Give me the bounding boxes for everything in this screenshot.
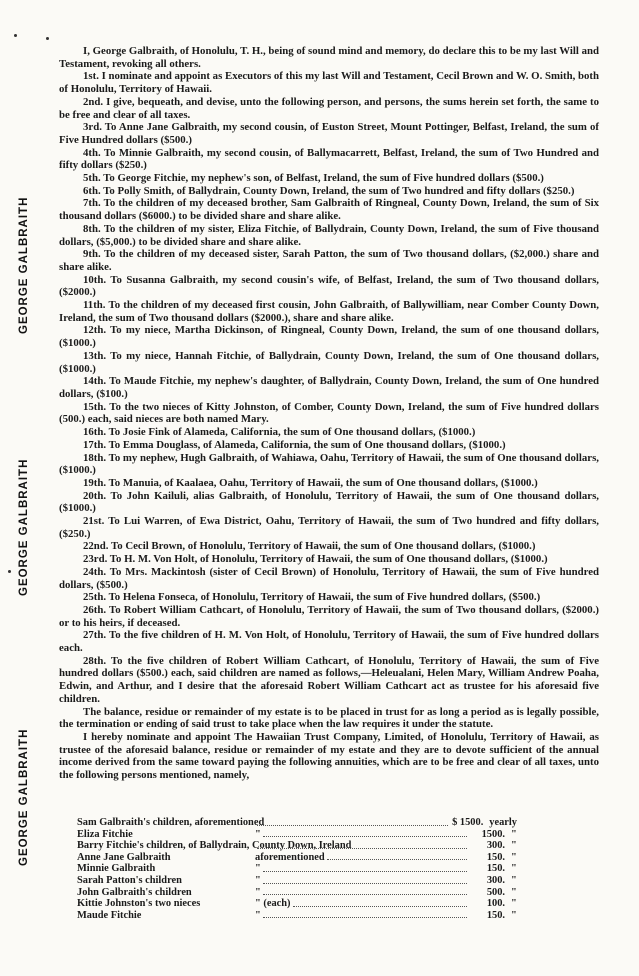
annuity-amount: 500.: [486, 886, 505, 898]
dot-leader: [263, 863, 467, 872]
annuity-name: Anne Jane Galbraith: [77, 851, 171, 863]
annuity-row: [77, 910, 517, 922]
will-paragraph: 23rd. To H. M. Von Holt, of Honolulu, Territory of Hawaii, the sum of One thousand dollars, ($1000.): [83, 553, 548, 566]
annuity-amount: 150.: [486, 851, 505, 863]
annuity-row: [77, 829, 517, 841]
annuity-leader: [255, 852, 469, 864]
annuity-mark: aforementioned: [255, 851, 325, 863]
annuity-row: [77, 898, 517, 910]
dot-leader: [263, 875, 467, 884]
annuity-amount: 1500.: [481, 828, 505, 840]
will-paragraph: 20th. To John Kailuli, alias Galbraith, of Honolulu, Territory of Hawaii, the sum of One thousand dollars, ($1000.): [59, 489, 599, 515]
annuity-name: Kittie Johnston's two nieces: [77, 898, 201, 910]
annuity-list: [77, 817, 517, 921]
will-paragraph: I, George Galbraith, of Honolulu, T. H., being of sound mind and memory, do declare this to be my last Will and Testament, revoking all others.: [59, 45, 599, 70]
dot-leader: [263, 829, 467, 838]
dot-leader: [293, 898, 468, 907]
annuity-suffix: yearly: [489, 817, 517, 828]
will-paragraph: 12th. To my niece, Martha Dickinson, of Ringneal, County Down, Ireland, the sum of one thousand dollars, ($1000.): [59, 324, 599, 350]
annuity-amount: 150.: [486, 863, 505, 875]
annuity-row: [77, 887, 517, 899]
annuity-suffix: ": [511, 840, 517, 852]
annuity-name: Minnie Galbraith: [77, 863, 156, 875]
annuity-amount: 300.: [486, 840, 505, 852]
margin-mark: [14, 34, 17, 37]
annuity-suffix: ": [511, 898, 517, 910]
side-label: GEORGE GALBRAITH: [18, 728, 30, 866]
dot-leader: [327, 852, 467, 861]
will-paragraph: 15th. To the two nieces of Kitty Johnston, of Comber, County Down, Ireland, the sum of Five hundred dollars (500.) each, said nieces are both named Mary.: [59, 400, 599, 426]
will-paragraph: 16th. To Josie Fink of Alameda, California, the sum of One thousand dollars, ($1000.): [83, 426, 476, 439]
will-paragraph: The balance, residue or remainder of my estate is to be placed in trust for as long a period as is legally possible, the termination or ending of said trust to take place when the law requires it under the statute.: [59, 705, 599, 731]
will-paragraph: 22nd. To Cecil Brown, of Honolulu, Territory of Hawaii, the sum of One thousand dollars, ($1000.): [83, 540, 536, 553]
margin-mark: [46, 37, 49, 40]
will-body: [59, 45, 599, 782]
will-paragraph: 2nd. I give, bequeath, and devise, unto the following person, and persons, the sums herein set forth, the same to be free and clear of all taxes.: [59, 95, 599, 121]
will-paragraph: 3rd. To Anne Jane Galbraith, my second cousin, of Euston Street, Mount Pottinger, Belfast, Ireland, the sum of Five Hundred dollars ($500.): [59, 121, 599, 146]
annuity-suffix: ": [511, 828, 517, 840]
will-paragraph: 11th. To the children of my deceased first cousin, John Galbraith, of Ballywilliam, near Comber County Down, Ireland, the sum of Two thousand dollars ($2000.), share and share alike.: [59, 299, 599, 324]
will-paragraph: 21st. To Lui Warren, of Ewa District, Oahu, Territory of Hawaii, the sum of Two hundred and fifty dollars, ($250.): [59, 515, 599, 540]
dot-leader: [263, 887, 467, 896]
annuity-leader: [255, 875, 469, 887]
will-paragraph: 4th. To Minnie Galbraith, my second cousin, of Ballymacarrett, Belfast, Ireland, the sum of Two Hundred and fifty dollars ($250.): [59, 146, 599, 172]
annuity-leader: [255, 829, 469, 841]
will-paragraph: 6th. To Polly Smith, of Ballydrain, County Down, Ireland, the sum of Two hundred and fifty dollars ($250.): [83, 184, 575, 197]
will-paragraph: 9th. To the children of my deceased sister, Sarah Patton, the sum of Two thousand dollars, ($2,000.) share and share alike.: [59, 248, 599, 273]
annuity-mark: ": [255, 886, 261, 898]
will-paragraph: 5th. To George Fitchie, my nephew's son, of Belfast, Ireland, the sum of Five hundred dollars ($500.): [83, 172, 544, 185]
annuity-mark: ": [255, 863, 261, 875]
annuity-row: [77, 840, 517, 852]
will-paragraph: 24th. To Mrs. Mackintosh (sister of Cecil Brown) of Honolulu, Territory of Hawaii, the sum of Five hundred dollars, ($500.): [59, 565, 599, 591]
annuity-name: Barry Fitchie's children, of Ballydrain, County Down, Ireland: [77, 840, 352, 852]
will-paragraph: 18th. To my nephew, Hugh Galbraith, of Wahiawa, Oahu, Territory of Hawaii, the sum of One thousand dollars, ($1000.): [59, 451, 599, 477]
will-paragraph: 7th. To the children of my deceased brother, Sam Galbraith of Ringneal, County Down, Ireland, the sum of Six thousand dollars ($6000.) to be divided share and share alike.: [59, 197, 599, 223]
annuity-row: [77, 852, 517, 864]
annuity-suffix: ": [511, 851, 517, 863]
will-paragraph: 26th. To Robert William Cathcart, of Honolulu, Territory of Hawaii, the sum of Two thousand dollars, ($2000.) or to his heirs, if deceased.: [59, 603, 599, 629]
dot-leader: [263, 910, 467, 919]
annuity-leader: [255, 840, 469, 852]
annuity-amount: $ 1500.: [452, 817, 484, 828]
will-paragraph: 28th. To the five children of Robert William Cathcart, of Honolulu, Territory of Hawaii, the sum of Five hundred dollars ($500.) each, said children are named as follows,—Heleualani, Helen Mary, William Andrew Poaha, Edwin, and Arthur, and I desire that the aforesaid Robert William Cathcart act as trustee for his aforesaid five children.: [59, 654, 599, 705]
annuity-row: [77, 875, 517, 887]
annuity-leader: [255, 863, 469, 875]
will-paragraph: 10th. To Susanna Galbraith, my second cousin's wife, of Belfast, Ireland, the sum of Two thousand dollars, ($2000.): [59, 273, 599, 299]
annuity-name: Eliza Fitchie: [77, 828, 133, 840]
annuity-mark: ": [255, 828, 261, 840]
will-paragraph: 27th. To the five children of H. M. Von Holt, of Honolulu, Territory of Hawaii, the sum of Five hundred dollars each.: [59, 629, 599, 655]
margin-mark: [8, 570, 11, 573]
annuity-leader: [255, 817, 450, 829]
annuity-amount: 100.: [486, 898, 505, 910]
annuity-suffix: ": [511, 886, 517, 898]
will-paragraph: I hereby nominate and appoint The Hawaiian Trust Company, Limited, of Honolulu, Territory of Hawaii, as trustee of the aforesaid balance, residue or remainder of my estate and they are to devote sufficient of the annual income derived from the same toward paying the following annuities, which are to be free and clear of all taxes, unto the following persons mentioned, namely,: [59, 730, 599, 782]
will-paragraph: 14th. To Maude Fitchie, my nephew's daughter, of Ballydrain, County Down, Ireland, the sum of One hundred dollars, ($100.): [59, 375, 599, 400]
will-paragraph: 17th. To Emma Douglass, of Alameda, California, the sum of One thousand dollars, ($1000.): [83, 438, 506, 451]
annuity-row: [77, 863, 517, 875]
will-paragraph: 25th. To Helena Fonseca, of Honolulu, Territory of Hawaii, the sum of Five hundred dollars, ($500.): [83, 591, 541, 604]
will-paragraph: 8th. To the children of my sister, Eliza Fitchie, of Ballydrain, County Down, Ireland, the sum of Five thousand dollars, ($5,000.) to be divided share and share alike.: [59, 222, 599, 248]
annuity-suffix: ": [511, 874, 517, 886]
annuity-suffix: ": [511, 909, 517, 921]
annuity-suffix: ": [511, 863, 517, 875]
annuity-mark: ": [255, 909, 261, 921]
annuity-name: John Galbraith's children: [77, 886, 192, 898]
annuity-amount: 150.: [486, 909, 505, 921]
dot-leader: [257, 817, 448, 826]
dot-leader: [257, 840, 467, 849]
annuity-name: Sarah Patton's children: [77, 874, 182, 886]
annuity-name: Maude Fitchie: [77, 909, 142, 921]
annuity-leader: [255, 887, 469, 899]
side-label: GEORGE GALBRAITH: [18, 196, 30, 334]
annuity-leader: [255, 910, 469, 922]
annuity-name: Sam Galbraith's children, aforementioned: [77, 817, 265, 828]
will-paragraph: 1st. I nominate and appoint as Executors of this my last Will and Testament, Cecil Brown and W. O. Smith, both of Honolulu, Territory of Hawaii.: [59, 70, 599, 96]
will-paragraph: 13th. To my niece, Hannah Fitchie, of Ballydrain, County Down, Ireland, the sum of One thousand dollars, ($1000.): [59, 349, 599, 375]
annuity-mark: ": [255, 874, 261, 886]
annuity-amount: 300.: [486, 874, 505, 886]
annuity-mark: " (each): [255, 898, 291, 910]
annuity-leader: [255, 898, 469, 910]
will-paragraph: 19th. To Manuia, of Kaalaea, Oahu, Territory of Hawaii, the sum of One thousand dollars, ($1000.): [83, 476, 538, 489]
annuity-row: [77, 817, 517, 829]
side-label: GEORGE GALBRAITH: [18, 458, 30, 596]
